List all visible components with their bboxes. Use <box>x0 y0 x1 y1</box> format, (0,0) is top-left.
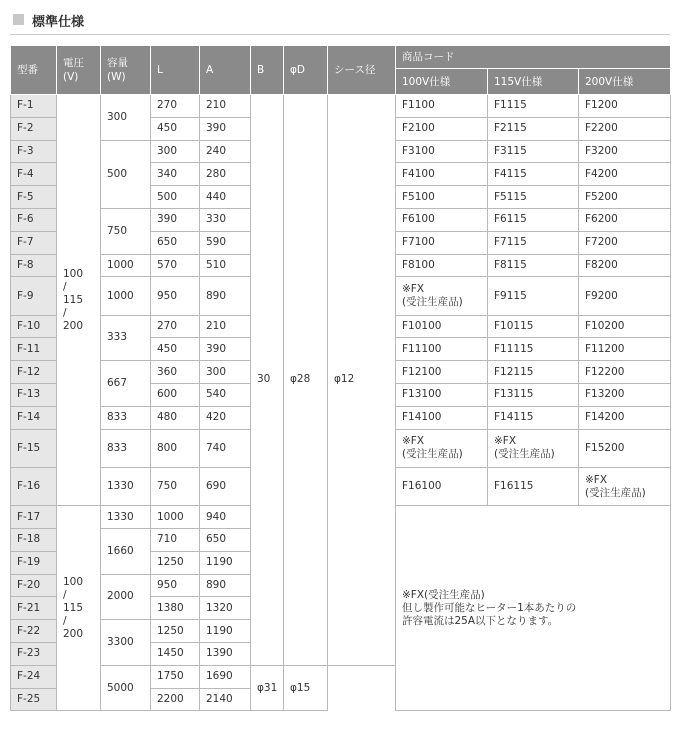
model-cell: F-7 <box>11 231 57 254</box>
code-200v: F2200 <box>579 117 671 140</box>
section-title: 標準仕様 <box>32 15 85 30</box>
a-cell: 440 <box>200 186 251 209</box>
code-115v: F9115 <box>488 277 579 315</box>
code-100v: F4100 <box>396 163 488 186</box>
model-cell: F-12 <box>11 361 57 384</box>
a-cell: 240 <box>200 140 251 163</box>
code-115v: F13115 <box>488 384 579 407</box>
code-100v: F12100 <box>396 361 488 384</box>
model-cell: F-16 <box>11 467 57 505</box>
capacity-cell: 1660 <box>101 529 151 575</box>
a-cell: 890 <box>200 574 251 597</box>
header-A: A <box>200 46 251 95</box>
capacity-cell: 3300 <box>101 620 151 666</box>
l-cell: 800 <box>151 429 200 467</box>
l-cell: 390 <box>151 208 200 231</box>
header-product-code: 商品コード <box>396 46 671 69</box>
code-200v: F8200 <box>579 254 671 277</box>
header-115v: 115V仕様 <box>488 69 579 95</box>
capacity-cell: 300 <box>101 95 151 141</box>
capacity-cell: 1330 <box>101 467 151 505</box>
model-cell: F-14 <box>11 406 57 429</box>
l-cell: 1000 <box>151 506 200 529</box>
l-cell: 270 <box>151 315 200 338</box>
capacity-cell: 1000 <box>101 277 151 315</box>
code-200v: F3200 <box>579 140 671 163</box>
code-115v: F6115 <box>488 208 579 231</box>
code-115v: F7115 <box>488 231 579 254</box>
code-200v: F12200 <box>579 361 671 384</box>
header-phiD: φD <box>284 46 328 95</box>
spec-table <box>10 45 671 711</box>
voltage-cell: 100 / 115 / 200 <box>57 95 101 506</box>
a-cell: 890 <box>200 277 251 315</box>
code-115v: F12115 <box>488 361 579 384</box>
code-200v: F7200 <box>579 231 671 254</box>
header-L: L <box>151 46 200 95</box>
code-200v: F14200 <box>579 406 671 429</box>
model-cell: F-13 <box>11 384 57 407</box>
l-cell: 480 <box>151 406 200 429</box>
header-200v: 200V仕様 <box>579 69 671 95</box>
a-cell: 420 <box>200 406 251 429</box>
code-115v: F5115 <box>488 186 579 209</box>
code-100v: F1100 <box>396 95 488 118</box>
code-100v: F8100 <box>396 254 488 277</box>
l-cell: 650 <box>151 231 200 254</box>
code-115v: F10115 <box>488 315 579 338</box>
model-cell: F-3 <box>11 140 57 163</box>
capacity-cell: 500 <box>101 140 151 208</box>
model-cell: F-8 <box>11 254 57 277</box>
header-model: 型番 <box>11 46 57 95</box>
code-100v: F11100 <box>396 338 488 361</box>
capacity-cell: 5000 <box>101 665 151 711</box>
model-cell: F-20 <box>11 574 57 597</box>
a-cell: 210 <box>200 95 251 118</box>
code-200v: F15200 <box>579 429 671 467</box>
a-cell: 1690 <box>200 665 251 688</box>
code-115v: F2115 <box>488 117 579 140</box>
a-cell: 1190 <box>200 551 251 574</box>
model-cell: F-9 <box>11 277 57 315</box>
code-200v: F4200 <box>579 163 671 186</box>
code-115v: F8115 <box>488 254 579 277</box>
code-115v: F1115 <box>488 95 579 118</box>
a-cell: 510 <box>200 254 251 277</box>
a-cell: 540 <box>200 384 251 407</box>
l-cell: 270 <box>151 95 200 118</box>
title-square-icon <box>13 14 24 25</box>
code-200v: F11200 <box>579 338 671 361</box>
l-cell: 570 <box>151 254 200 277</box>
l-cell: 450 <box>151 117 200 140</box>
code-115v: F3115 <box>488 140 579 163</box>
model-cell: F-5 <box>11 186 57 209</box>
a-cell: 390 <box>200 338 251 361</box>
capacity-cell: 1000 <box>101 254 151 277</box>
model-cell: F-2 <box>11 117 57 140</box>
a-cell: 1190 <box>200 620 251 643</box>
code-100v: F16100 <box>396 467 488 505</box>
code-100v: F3100 <box>396 140 488 163</box>
phid-cell: φ28 <box>284 95 328 666</box>
a-cell: 2140 <box>200 688 251 711</box>
header-B: B <box>251 46 284 95</box>
l-cell: 500 <box>151 186 200 209</box>
a-cell: 300 <box>200 361 251 384</box>
capacity-cell: 1330 <box>101 506 151 529</box>
sheath-cell: φ12 <box>328 95 396 666</box>
model-cell: F-22 <box>11 620 57 643</box>
sheath-cell: φ15 <box>284 665 328 711</box>
model-cell: F-10 <box>11 315 57 338</box>
l-cell: 1750 <box>151 665 200 688</box>
model-cell: F-23 <box>11 643 57 666</box>
l-cell: 360 <box>151 361 200 384</box>
code-100v: F14100 <box>396 406 488 429</box>
code-200v: F10200 <box>579 315 671 338</box>
l-cell: 1250 <box>151 620 200 643</box>
header-capacity: 容量 (W) <box>101 46 151 95</box>
code-200v: ※FX (受注生産品) <box>579 467 671 505</box>
model-cell: F-4 <box>11 163 57 186</box>
a-cell: 650 <box>200 529 251 552</box>
code-100v: F6100 <box>396 208 488 231</box>
model-cell: F-18 <box>11 529 57 552</box>
code-200v: F5200 <box>579 186 671 209</box>
a-cell: 330 <box>200 208 251 231</box>
a-cell: 940 <box>200 506 251 529</box>
made-to-order-note: ※FX(受注生産品) 但し製作可能なヒーター1本あたりの 許容電流は25A以下となります。 <box>396 506 671 711</box>
model-cell: F-1 <box>11 95 57 118</box>
l-cell: 1250 <box>151 551 200 574</box>
header-100v: 100V仕様 <box>396 69 488 95</box>
voltage-cell: 100 / 115 / 200 <box>57 506 101 711</box>
code-100v: ※FX (受注生産品) <box>396 429 488 467</box>
code-115v: F14115 <box>488 406 579 429</box>
model-cell: F-19 <box>11 551 57 574</box>
l-cell: 600 <box>151 384 200 407</box>
code-115v: F4115 <box>488 163 579 186</box>
l-cell: 2200 <box>151 688 200 711</box>
a-cell: 280 <box>200 163 251 186</box>
model-cell: F-15 <box>11 429 57 467</box>
l-cell: 710 <box>151 529 200 552</box>
code-115v: ※FX (受注生産品) <box>488 429 579 467</box>
l-cell: 1380 <box>151 597 200 620</box>
capacity-cell: 667 <box>101 361 151 407</box>
phid-cell: φ31 <box>251 665 284 711</box>
l-cell: 450 <box>151 338 200 361</box>
b-cell: 30 <box>251 95 284 666</box>
code-200v: F1200 <box>579 95 671 118</box>
a-cell: 390 <box>200 117 251 140</box>
capacity-cell: 333 <box>101 315 151 361</box>
header-sheath: シース径 <box>328 46 396 95</box>
capacity-cell: 2000 <box>101 574 151 620</box>
capacity-cell: 833 <box>101 406 151 429</box>
capacity-cell: 833 <box>101 429 151 467</box>
a-cell: 740 <box>200 429 251 467</box>
model-cell: F-21 <box>11 597 57 620</box>
l-cell: 950 <box>151 277 200 315</box>
table-row <box>11 95 671 118</box>
code-100v: F2100 <box>396 117 488 140</box>
model-cell: F-6 <box>11 208 57 231</box>
code-115v: F16115 <box>488 467 579 505</box>
a-cell: 590 <box>200 231 251 254</box>
a-cell: 210 <box>200 315 251 338</box>
l-cell: 950 <box>151 574 200 597</box>
l-cell: 340 <box>151 163 200 186</box>
header-voltage: 電圧 (V) <box>57 46 101 95</box>
a-cell: 1390 <box>200 643 251 666</box>
capacity-cell: 750 <box>101 208 151 254</box>
model-cell: F-11 <box>11 338 57 361</box>
code-100v: ※FX (受注生産品) <box>396 277 488 315</box>
code-115v: F11115 <box>488 338 579 361</box>
code-100v: F7100 <box>396 231 488 254</box>
l-cell: 300 <box>151 140 200 163</box>
l-cell: 750 <box>151 467 200 505</box>
a-cell: 690 <box>200 467 251 505</box>
model-cell: F-17 <box>11 506 57 529</box>
model-cell: F-25 <box>11 688 57 711</box>
section-title-bar <box>10 8 670 35</box>
a-cell: 1320 <box>200 597 251 620</box>
model-cell: F-24 <box>11 665 57 688</box>
code-200v: F9200 <box>579 277 671 315</box>
code-100v: F5100 <box>396 186 488 209</box>
l-cell: 1450 <box>151 643 200 666</box>
code-200v: F6200 <box>579 208 671 231</box>
code-100v: F13100 <box>396 384 488 407</box>
code-200v: F13200 <box>579 384 671 407</box>
code-100v: F10100 <box>396 315 488 338</box>
